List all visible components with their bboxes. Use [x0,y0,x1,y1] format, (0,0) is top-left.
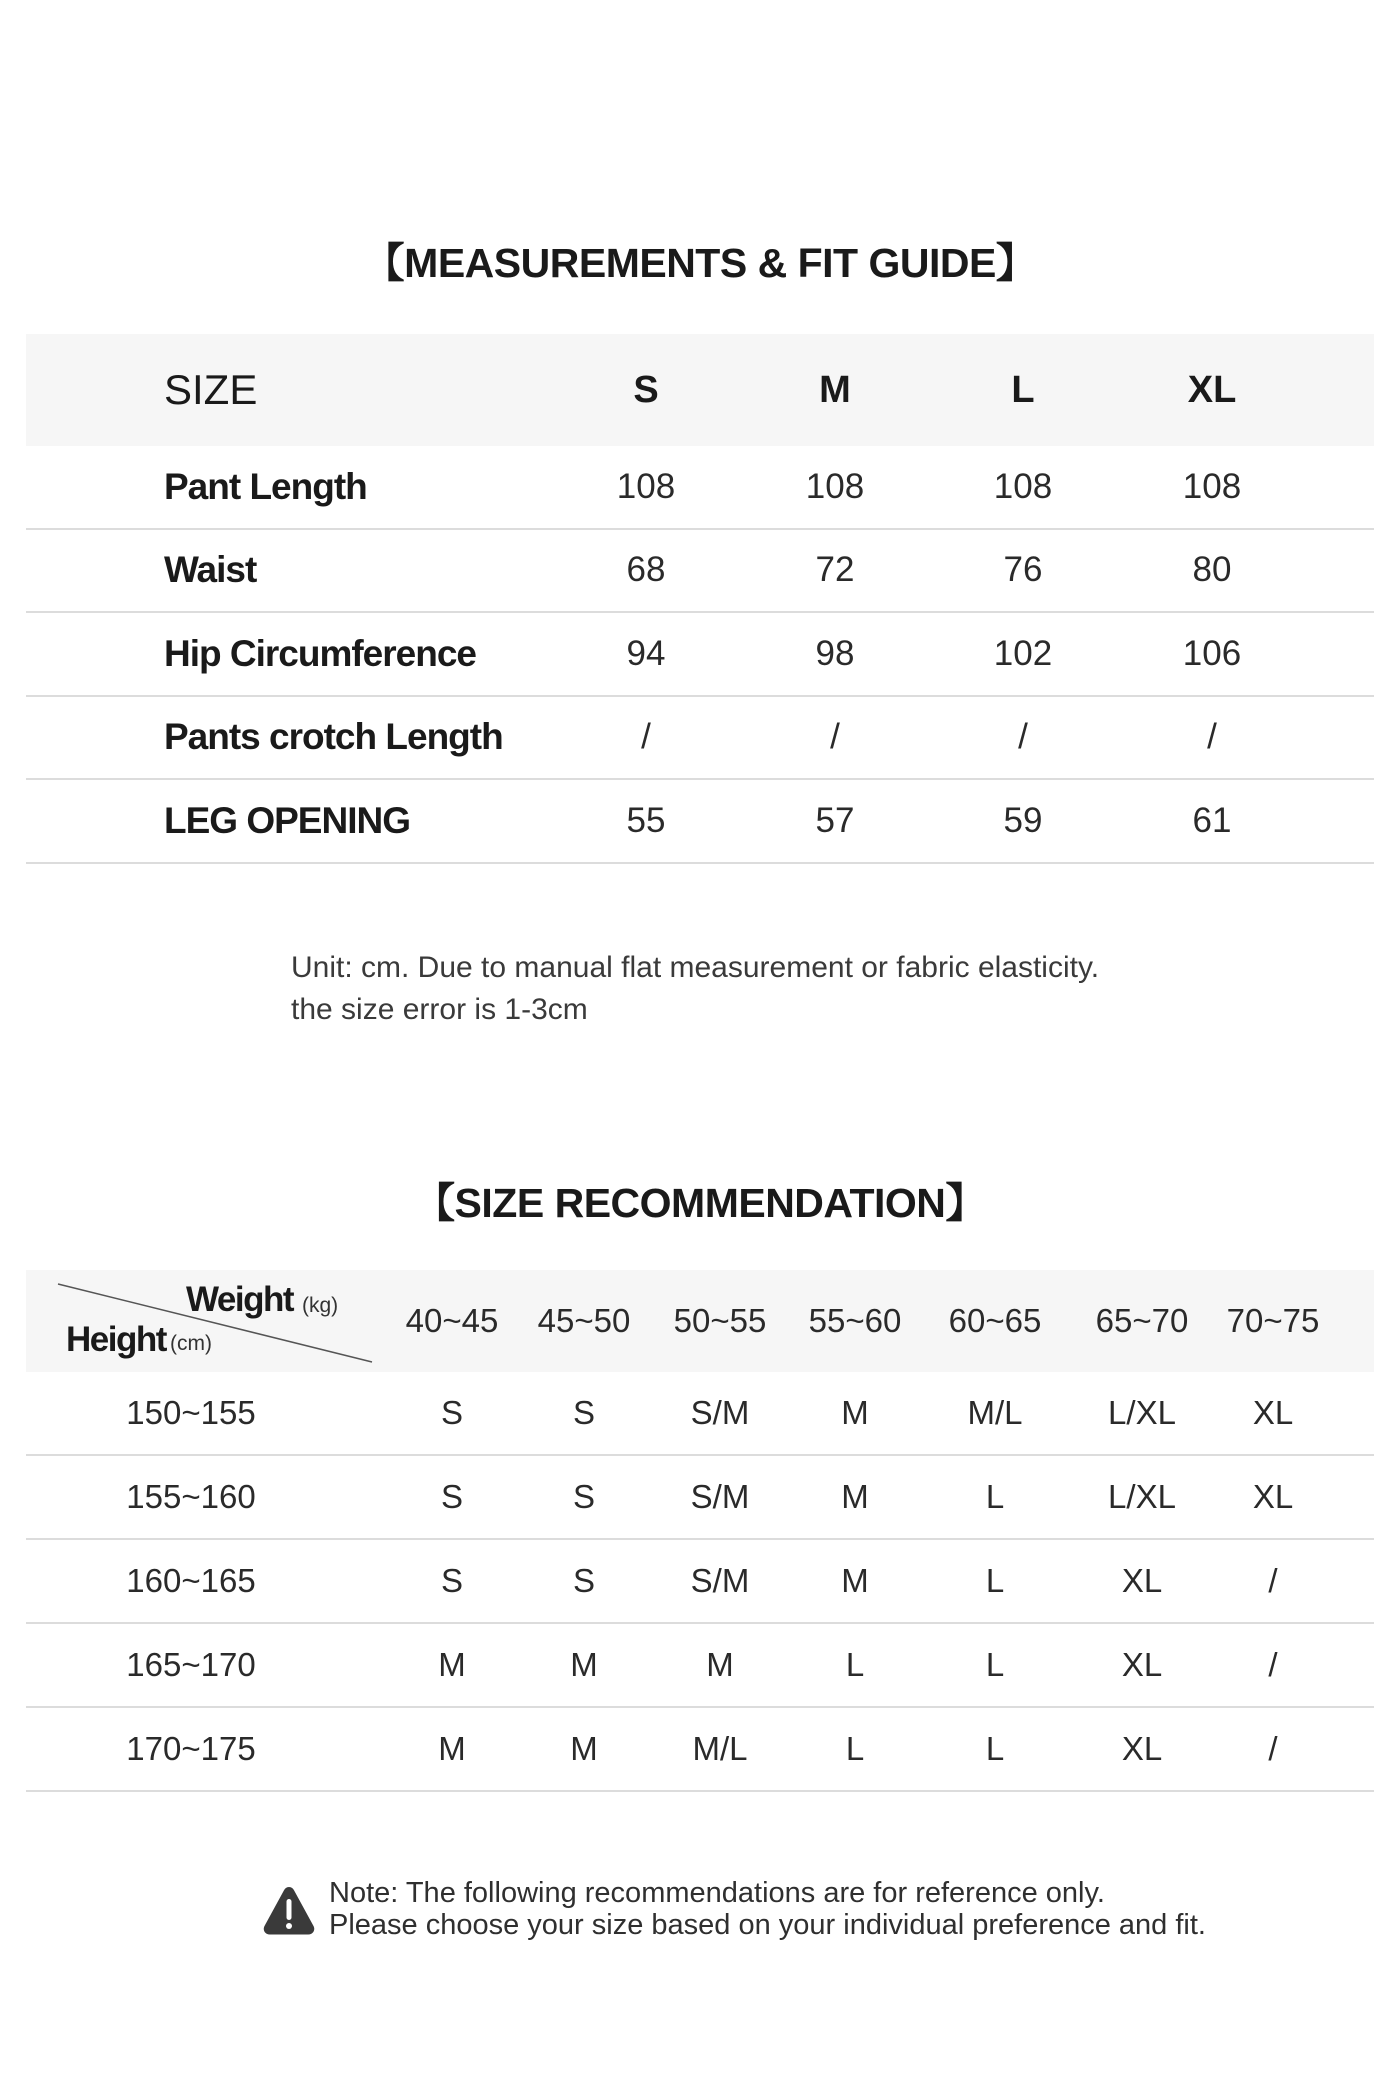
reference-note-line2: Please choose your size based on your individual preference and fit. [329,1909,1206,1941]
recommended-size: S [440,1478,463,1515]
measurement-label: Pant Length [164,465,367,507]
recommended-size: XL [1121,1562,1163,1599]
recommended-size: / [1268,1646,1278,1683]
header-corner-cell [26,1270,356,1372]
recommended-size: L [985,1562,1005,1599]
measurement-value: / [1207,717,1217,757]
height-range: 160~165 [126,1562,256,1599]
measurement-value: 108 [805,466,865,506]
warning-icon [262,1884,316,1938]
height-unit-label: (cm) [170,1332,212,1355]
recommended-size: L/XL [1108,1478,1176,1515]
recommended-size: L [845,1646,865,1683]
weight-header: 40~45 [405,1302,499,1339]
weight-header: 70~75 [1226,1302,1320,1339]
measurement-value: / [1018,717,1028,757]
measurement-value: / [830,717,840,757]
recommended-size: S/M [690,1478,750,1515]
weight-header: 45~50 [537,1302,631,1339]
recommended-size: L/XL [1108,1394,1176,1431]
measurement-value: 102 [993,633,1053,673]
size-header-label: SIZE [164,366,258,413]
recommended-size: M [570,1646,598,1683]
unit-note-line1: Unit: cm. Due to manual flat measurement or fabric elasticity. [291,951,1100,984]
recommendation-row [26,1372,1374,1456]
measurement-label: Waist [164,549,257,591]
reference-note-line1: Note: The following recommendations are for reference only. [329,1877,1105,1909]
measurement-label: Hip Circumference [164,632,476,674]
measurement-value: 76 [1003,550,1043,590]
recommended-size: S/M [690,1562,750,1599]
measurement-row-hip [26,613,1374,697]
measurement-row-pant-length [26,446,1374,530]
measurement-value: 94 [626,633,666,673]
height-range: 165~170 [126,1646,256,1683]
recommendation-title: 【SIZE RECOMMENDATION】 [414,1180,986,1226]
recommended-size: M [841,1478,869,1515]
recommended-size: / [1268,1730,1278,1767]
recommended-size: L [985,1478,1005,1515]
measurement-value: 55 [626,800,666,840]
measurements-header-row [26,334,1374,446]
measurement-value: 108 [993,466,1053,506]
recommendation-row [26,1624,1374,1708]
measurement-value: 72 [815,550,855,590]
recommended-size: S [572,1394,595,1431]
size-header-s: S [633,368,659,411]
recommended-size: L [985,1646,1005,1683]
measurement-row-waist [26,530,1374,614]
unit-note-line2: the size error is 1-3cm [291,993,588,1026]
measurements-table [26,334,1374,864]
measurement-value: 106 [1182,633,1242,673]
recommended-size: M [706,1646,734,1683]
recommended-size: S [440,1562,463,1599]
measurement-value: 57 [815,800,855,840]
recommended-size: S [572,1562,595,1599]
recommended-size: XL [1252,1478,1294,1515]
measurement-value: 98 [815,633,855,673]
recommended-size: M [841,1394,869,1431]
recommendation-row [26,1456,1374,1540]
measurements-title: 【MEASUREMENTS & FIT GUIDE】 [363,240,1037,286]
measurement-label: LEG OPENING [164,799,410,841]
reference-note [329,1877,1206,1941]
recommended-size: / [1268,1562,1278,1599]
size-header-l: L [1011,368,1035,411]
recommended-size: M [841,1562,869,1599]
weight-unit-label: (kg) [302,1294,339,1317]
measurement-label: Pants crotch Length [164,716,503,758]
weight-header: 60~65 [948,1302,1042,1339]
recommended-size: M/L [692,1730,748,1767]
height-range: 155~160 [126,1478,256,1515]
height-range: 150~155 [126,1394,256,1431]
recommended-size: M/L [967,1394,1023,1431]
recommendation-table [26,1270,1374,1792]
size-header-m: M [819,368,851,411]
measurement-value: 108 [1182,466,1242,506]
recommended-size: S [572,1478,595,1515]
recommended-size: XL [1252,1394,1294,1431]
recommended-size: S [440,1394,463,1431]
weight-axis-label: Weight [186,1280,294,1319]
recommended-size: M [438,1646,466,1683]
recommendation-header-row [26,1270,1374,1372]
weight-header: 50~55 [673,1302,767,1339]
height-axis-label: Height [66,1320,166,1359]
weight-header: 55~60 [808,1302,902,1339]
recommended-size: M [570,1730,598,1767]
unit-note [291,947,1099,1031]
measurement-row-crotch [26,697,1374,781]
recommended-size: L [845,1730,865,1767]
measurement-value: 108 [616,466,676,506]
measurement-value: / [641,717,651,757]
recommendation-row [26,1540,1374,1624]
size-header-xl: XL [1187,368,1237,411]
recommendation-row [26,1708,1374,1792]
recommended-size: XL [1121,1730,1163,1767]
measurement-value: 68 [626,550,666,590]
recommended-size: M [438,1730,466,1767]
measurement-row-leg-opening [26,780,1374,864]
height-range: 170~175 [126,1730,256,1767]
recommended-size: XL [1121,1646,1163,1683]
measurement-value: 61 [1192,800,1232,840]
recommended-size: L [985,1730,1005,1767]
weight-header: 65~70 [1095,1302,1189,1339]
recommended-size: S/M [690,1394,750,1431]
measurement-value: 59 [1003,800,1043,840]
measurement-value: 80 [1192,550,1232,590]
